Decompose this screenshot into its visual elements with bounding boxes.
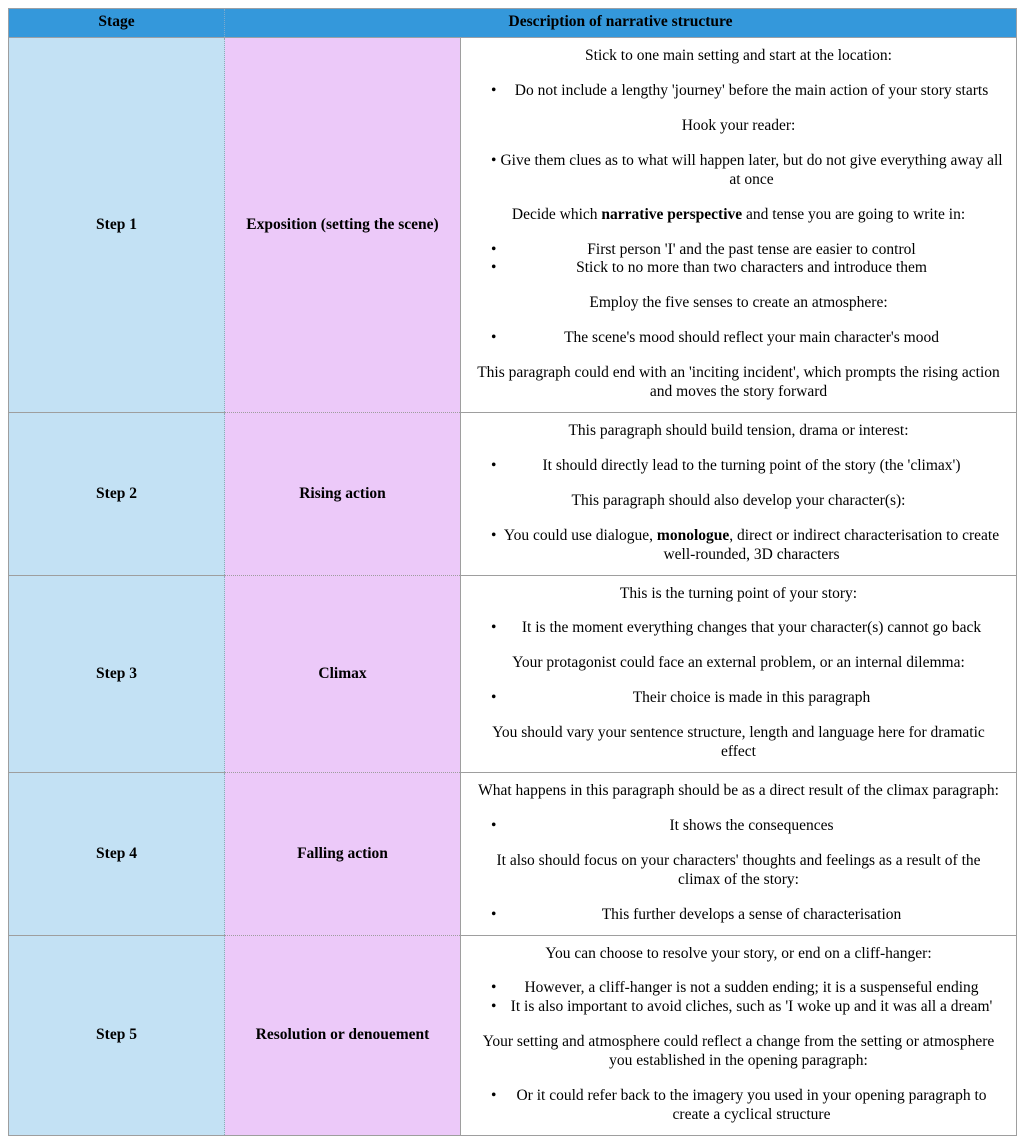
description-lead-text: This is the turning point of your story: bbox=[619, 584, 858, 602]
paragraph-spacer bbox=[469, 136, 1008, 152]
paragraph-spacer bbox=[469, 278, 1008, 294]
paragraph-spacer bbox=[469, 963, 1008, 979]
table-body bbox=[9, 38, 1017, 1136]
bullet-list bbox=[469, 979, 1008, 1017]
bullet-point-icon: • bbox=[491, 905, 497, 923]
bullet-list-item bbox=[469, 329, 1008, 348]
bullet-list-item bbox=[469, 457, 1008, 476]
description-lead-text: This paragraph should also develop your character(s): bbox=[571, 491, 906, 509]
description-lead-text: This paragraph should build tension, drama or interest: bbox=[568, 422, 909, 440]
table-row bbox=[9, 38, 1017, 413]
description-lead-text: Hook your reader: bbox=[681, 116, 796, 134]
bullet-list-item bbox=[469, 259, 1008, 278]
bullet-list-item bbox=[469, 906, 1008, 925]
bullet-list bbox=[469, 817, 1008, 836]
stage-cell: Step 1 bbox=[9, 38, 225, 413]
bullet-list-item bbox=[469, 1087, 1008, 1125]
paragraph-spacer bbox=[469, 1017, 1008, 1033]
stage-name-cell: Falling action bbox=[225, 772, 461, 935]
paragraph-spacer bbox=[469, 190, 1008, 206]
table-row bbox=[9, 413, 1017, 576]
description-lead-text: What happens in this paragraph should be as a direct result of the climax paragraph: bbox=[478, 781, 999, 799]
description-lead-text: Your setting and atmosphere could reflect a change from the setting or atmosphere you established in the opening paragraph: bbox=[482, 1033, 995, 1070]
column-header-description: Description of narrative structure bbox=[225, 9, 1017, 38]
bullet-list bbox=[469, 152, 1008, 190]
bullet-item-text: Give them clues as to what will happen later, but do not give everything away all at once bbox=[500, 151, 1003, 188]
bullet-list bbox=[469, 906, 1008, 925]
column-header-stage: Stage bbox=[9, 9, 225, 38]
bullet-item-text: You could use dialogue, monologue, direct or indirect characterisation to create well-rounded, 3D characters bbox=[503, 526, 1000, 563]
bullet-list bbox=[469, 689, 1008, 708]
bullet-list-item bbox=[469, 619, 1008, 638]
stage-name-cell: Rising action bbox=[225, 413, 461, 576]
bullet-item-text: It should directly lead to the turning point of the story (the 'climax') bbox=[542, 456, 961, 474]
paragraph-spacer bbox=[469, 890, 1008, 906]
bullet-list bbox=[469, 82, 1008, 101]
table-header-row bbox=[9, 9, 1017, 38]
stage-cell: Step 5 bbox=[9, 935, 225, 1135]
description-cell bbox=[461, 413, 1017, 576]
bullet-point-icon: • bbox=[491, 240, 497, 258]
paragraph-spacer bbox=[469, 603, 1008, 619]
bullet-item-text: It shows the consequences bbox=[669, 816, 834, 834]
description-cell bbox=[461, 38, 1017, 413]
paragraph-spacer bbox=[469, 225, 1008, 241]
description-cell bbox=[461, 935, 1017, 1135]
description-cell bbox=[461, 772, 1017, 935]
bullet-list bbox=[469, 329, 1008, 348]
paragraph-spacer bbox=[469, 673, 1008, 689]
bullet-list-item bbox=[469, 689, 1008, 708]
stage-name-cell: Resolution or denouement bbox=[225, 935, 461, 1135]
bullet-list bbox=[469, 619, 1008, 638]
description-lead-text: Decide which narrative perspective and tense you are going to write in: bbox=[511, 205, 966, 223]
description-lead-text: You can choose to resolve your story, or end on a cliff-hanger: bbox=[545, 944, 932, 962]
bullet-list-item bbox=[469, 979, 1008, 998]
paragraph-spacer bbox=[469, 836, 1008, 852]
bullet-item-text: The scene's mood should reflect your main character's mood bbox=[564, 329, 939, 347]
bullet-item-text: First person 'I' and the past tense are easier to control bbox=[587, 240, 916, 258]
paragraph-spacer bbox=[469, 708, 1008, 724]
bullet-item-text: Stick to no more than two characters and introduce them bbox=[576, 259, 927, 277]
paragraph-spacer bbox=[469, 1071, 1008, 1087]
paragraph-spacer bbox=[469, 801, 1008, 817]
stage-name-cell: Exposition (setting the scene) bbox=[225, 38, 461, 413]
bullet-item-text: However, a cliff-hanger is not a sudden ending; it is a suspenseful ending bbox=[524, 979, 979, 997]
bullet-point-icon: • bbox=[491, 689, 497, 707]
paragraph-spacer bbox=[469, 66, 1008, 82]
table-row bbox=[9, 575, 1017, 772]
bullet-item-text: It is also important to avoid cliches, such as 'I woke up and it was all a dream' bbox=[510, 998, 993, 1016]
paragraph-spacer bbox=[469, 638, 1008, 654]
bullet-list-item bbox=[469, 998, 1008, 1017]
description-lead-text: This paragraph could end with an 'inciting incident', which prompts the rising action and moves the story forward bbox=[477, 364, 1000, 401]
bullet-point-icon: • bbox=[491, 816, 497, 834]
description-lead-text: Stick to one main setting and start at the location: bbox=[585, 47, 892, 65]
stage-cell: Step 3 bbox=[9, 575, 225, 772]
description-lead-text: Employ the five senses to create an atmosphere: bbox=[589, 294, 888, 312]
table-header bbox=[9, 9, 1017, 38]
bullet-list-item bbox=[469, 152, 1008, 190]
narrative-structure-table bbox=[8, 8, 1017, 1136]
bullet-list bbox=[469, 457, 1008, 476]
bullet-point-icon: • bbox=[491, 998, 497, 1016]
description-lead-text: It also should focus on your characters' thoughts and feelings as a result of the climax of the story: bbox=[496, 851, 981, 888]
bullet-point-icon: • bbox=[491, 456, 497, 474]
bullet-point-icon: • bbox=[491, 979, 497, 997]
bullet-list-item bbox=[469, 241, 1008, 260]
bullet-point-icon: • bbox=[491, 619, 497, 637]
bullet-point-icon: • bbox=[491, 151, 497, 169]
paragraph-spacer bbox=[469, 348, 1008, 364]
bullet-list-item bbox=[469, 817, 1008, 836]
bullet-list bbox=[469, 527, 1008, 565]
paragraph-spacer bbox=[469, 441, 1008, 457]
bullet-point-icon: • bbox=[491, 526, 497, 544]
bullet-list-item bbox=[469, 527, 1008, 565]
bullet-point-icon: • bbox=[491, 329, 497, 347]
bullet-list bbox=[469, 1087, 1008, 1125]
bullet-item-text: Their choice is made in this paragraph bbox=[632, 689, 871, 707]
bullet-item-text: This further develops a sense of characterisation bbox=[601, 905, 902, 923]
description-lead-text: You should vary your sentence structure, length and language here for dramatic effect bbox=[492, 724, 985, 761]
description-lead-text: Your protagonist could face an external problem, or an internal dilemma: bbox=[512, 654, 965, 672]
bullet-point-icon: • bbox=[491, 259, 497, 277]
paragraph-spacer bbox=[469, 476, 1008, 492]
bullet-point-icon: • bbox=[491, 1087, 497, 1105]
bullet-list bbox=[469, 241, 1008, 279]
bullet-item-text: Or it could refer back to the imagery you used in your opening paragraph to create a cyclical structure bbox=[516, 1087, 987, 1123]
paragraph-spacer bbox=[469, 511, 1008, 527]
bullet-item-text: Do not include a lengthy 'journey' before the main action of your story starts bbox=[514, 82, 989, 100]
narrative-structure-table-container bbox=[8, 8, 1016, 1136]
paragraph-spacer bbox=[469, 101, 1008, 117]
description-cell bbox=[461, 575, 1017, 772]
bullet-list-item bbox=[469, 82, 1008, 101]
table-row bbox=[9, 935, 1017, 1135]
table-row bbox=[9, 772, 1017, 935]
stage-name-cell: Climax bbox=[225, 575, 461, 772]
bullet-item-text: It is the moment everything changes that your character(s) cannot go back bbox=[521, 619, 982, 637]
stage-cell: Step 4 bbox=[9, 772, 225, 935]
stage-cell: Step 2 bbox=[9, 413, 225, 576]
paragraph-spacer bbox=[469, 313, 1008, 329]
bullet-point-icon: • bbox=[491, 82, 497, 100]
